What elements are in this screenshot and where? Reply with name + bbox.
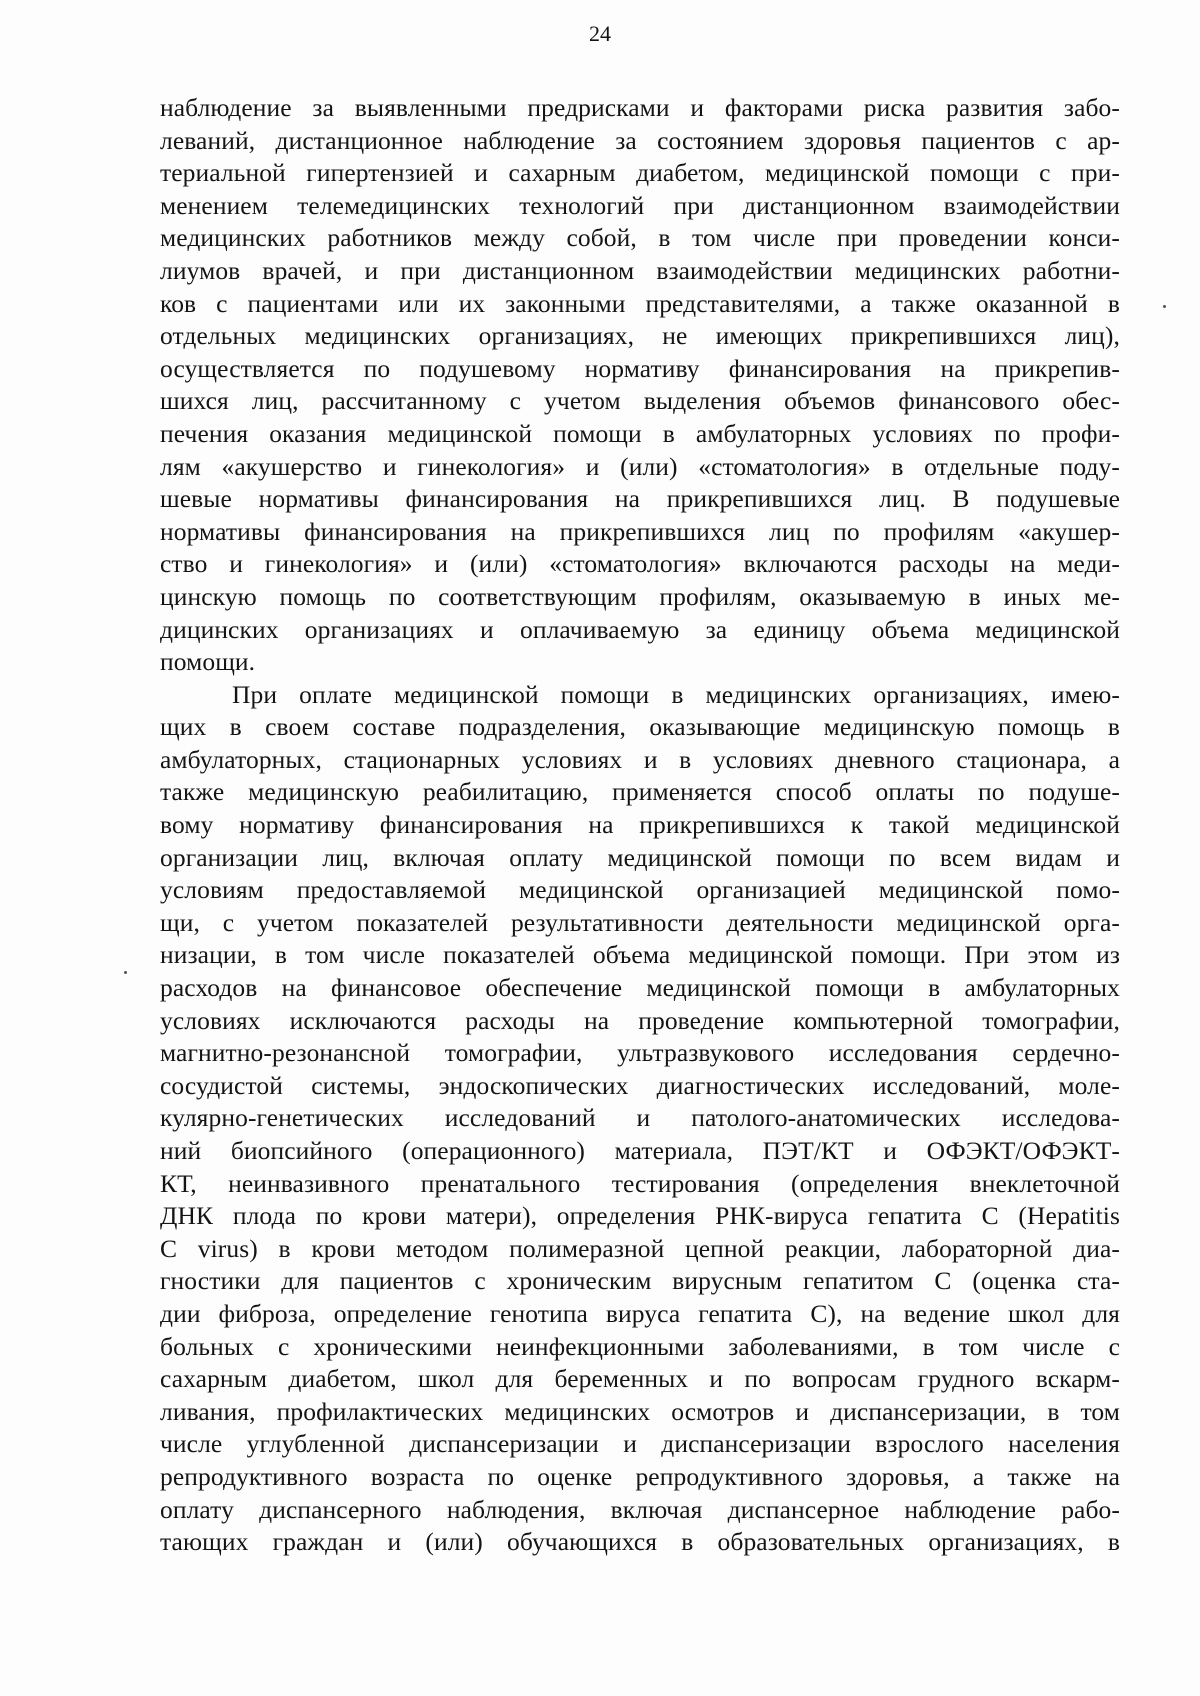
text-line: гностики для пациентов с хроническим вирусным гепатитом С (оценка ста- — [160, 1266, 1120, 1296]
text-line: помощи. — [160, 647, 256, 677]
text-line: леваний, дистанционное наблюдение за состоянием здоровья пациентов с ар- — [160, 125, 1120, 155]
text-line: больных с хроническими неинфекционными заболеваниями, в том числе с — [160, 1331, 1120, 1361]
text-line: низации, в том числе показателей объема медицинской помощи. При этом из — [160, 940, 1120, 970]
text-line: щи, с учетом показателей результативности деятельности медицинской орга- — [160, 907, 1120, 937]
text-line: оплату диспансерного наблюдения, включая диспансерное наблюдение рабо- — [160, 1494, 1120, 1524]
text-line: щих в своем составе подразделения, оказывающие медицинскую помощь в — [160, 712, 1120, 742]
text-line: При оплате медицинской помощи в медицинских организациях, имею- — [232, 679, 1120, 709]
scan-speck — [1163, 305, 1166, 308]
text-line: дицинских организациях и оплачиваемую за единицу объема медицинской — [160, 614, 1120, 644]
text-line: тающих граждан и (или) обучающихся в образовательных организациях, в — [160, 1527, 1120, 1557]
text-line: ДНК плода по крови матери), определения РНК-вируса гепатита С (Hepatitis — [160, 1201, 1120, 1231]
text-line: организации лиц, включая оплату медицинской помощи по всем видам и — [160, 842, 1120, 872]
text-line: КТ, неинвазивного пренатального тестирования (определения внеклеточной — [160, 1168, 1120, 1198]
text-line: ков с пациентами или их законными представителями, а также оказанной в — [160, 288, 1120, 318]
text-line: менением телемедицинских технологий при дистанционном взаимодействии — [160, 190, 1120, 220]
text-line: сахарным диабетом, школ для беременных и по вопросам грудного вскарм- — [160, 1364, 1120, 1394]
paragraph-1 — [160, 92, 1120, 679]
text-line: условиях исключаются расходы на проведение компьютерной томографии, — [160, 1005, 1120, 1035]
document-body — [160, 92, 1120, 1559]
text-line: териальной гипертензией и сахарным диабетом, медицинской помощи с при- — [160, 158, 1120, 188]
text-line: сосудистой системы, эндоскопических диагностических исследований, моле- — [160, 1070, 1120, 1100]
text-line: наблюдение за выявленными предрисками и факторами риска развития забо- — [160, 93, 1120, 122]
text-line: шевые нормативы финансирования на прикрепившихся лиц. В подушевые — [160, 484, 1120, 514]
text-line: нормативы финансирования на прикрепившихся лиц по профилям «акушер- — [160, 516, 1120, 546]
text-line: репродуктивного возраста по оценке репродуктивного здоровья, а также на — [160, 1461, 1120, 1491]
text-line: кулярно-генетических исследований и патолого-анатомических исследова- — [160, 1103, 1120, 1133]
text-line: магнитно-резонансной томографии, ультразвукового исследования сердечно- — [160, 1038, 1120, 1068]
text-line: амбулаторных, стационарных условиях и в условиях дневного стационара, а — [160, 744, 1120, 774]
text-line: ливания, профилактических медицинских осмотров и диспансеризации, в том — [160, 1396, 1120, 1426]
text-line: ство и гинекология» и (или) «стоматология» включаются расходы на меди- — [160, 549, 1120, 579]
page-number: 24 — [589, 21, 611, 46]
paragraph-2 — [160, 679, 1120, 1559]
text-line: печения оказания медицинской помощи в амбулаторных условиях по профи- — [160, 418, 1120, 448]
text-line: числе углубленной диспансеризации и диспансеризации взрослого населения — [160, 1429, 1120, 1459]
text-line: C virus) в крови методом полимеразной цепной реакции, лабораторной диа- — [160, 1233, 1120, 1263]
text-line: медицинских работников между собой, в том числе при проведении конси- — [160, 223, 1120, 253]
text-line: также медицинскую реабилитацию, применяется способ оплаты по подуше- — [160, 777, 1120, 807]
text-line: расходов на финансовое обеспечение медицинской помощи в амбулаторных — [160, 973, 1120, 1003]
text-line: цинскую помощь по соответствующим профилям, оказываемую в иных ме- — [160, 581, 1120, 611]
scan-speck — [124, 971, 127, 974]
text-line: осуществляется по подушевому нормативу финансирования на прикрепив- — [160, 353, 1120, 383]
text-line: условиям предоставляемой медицинской организацией медицинской помо- — [160, 875, 1120, 905]
text-line: шихся лиц, рассчитанному с учетом выделения объемов финансового обес- — [160, 386, 1120, 416]
text-line: дии фиброза, определение генотипа вируса гепатита С), на ведение школ для — [160, 1298, 1120, 1328]
text-line: лиумов врачей, и при дистанционном взаимодействии медицинских работни- — [160, 255, 1120, 285]
text-line: лям «акушерство и гинекология» и (или) «стоматология» в отдельные поду- — [160, 451, 1120, 481]
text-line: ний биопсийного (операционного) материала, ПЭТ/КТ и ОФЭКТ/ОФЭКТ- — [160, 1136, 1120, 1165]
text-line: отдельных медицинских организациях, не имеющих прикрепившихся лиц), — [160, 321, 1120, 351]
text-line: вому нормативу финансирования на прикрепившихся к такой медицинской — [160, 810, 1120, 840]
